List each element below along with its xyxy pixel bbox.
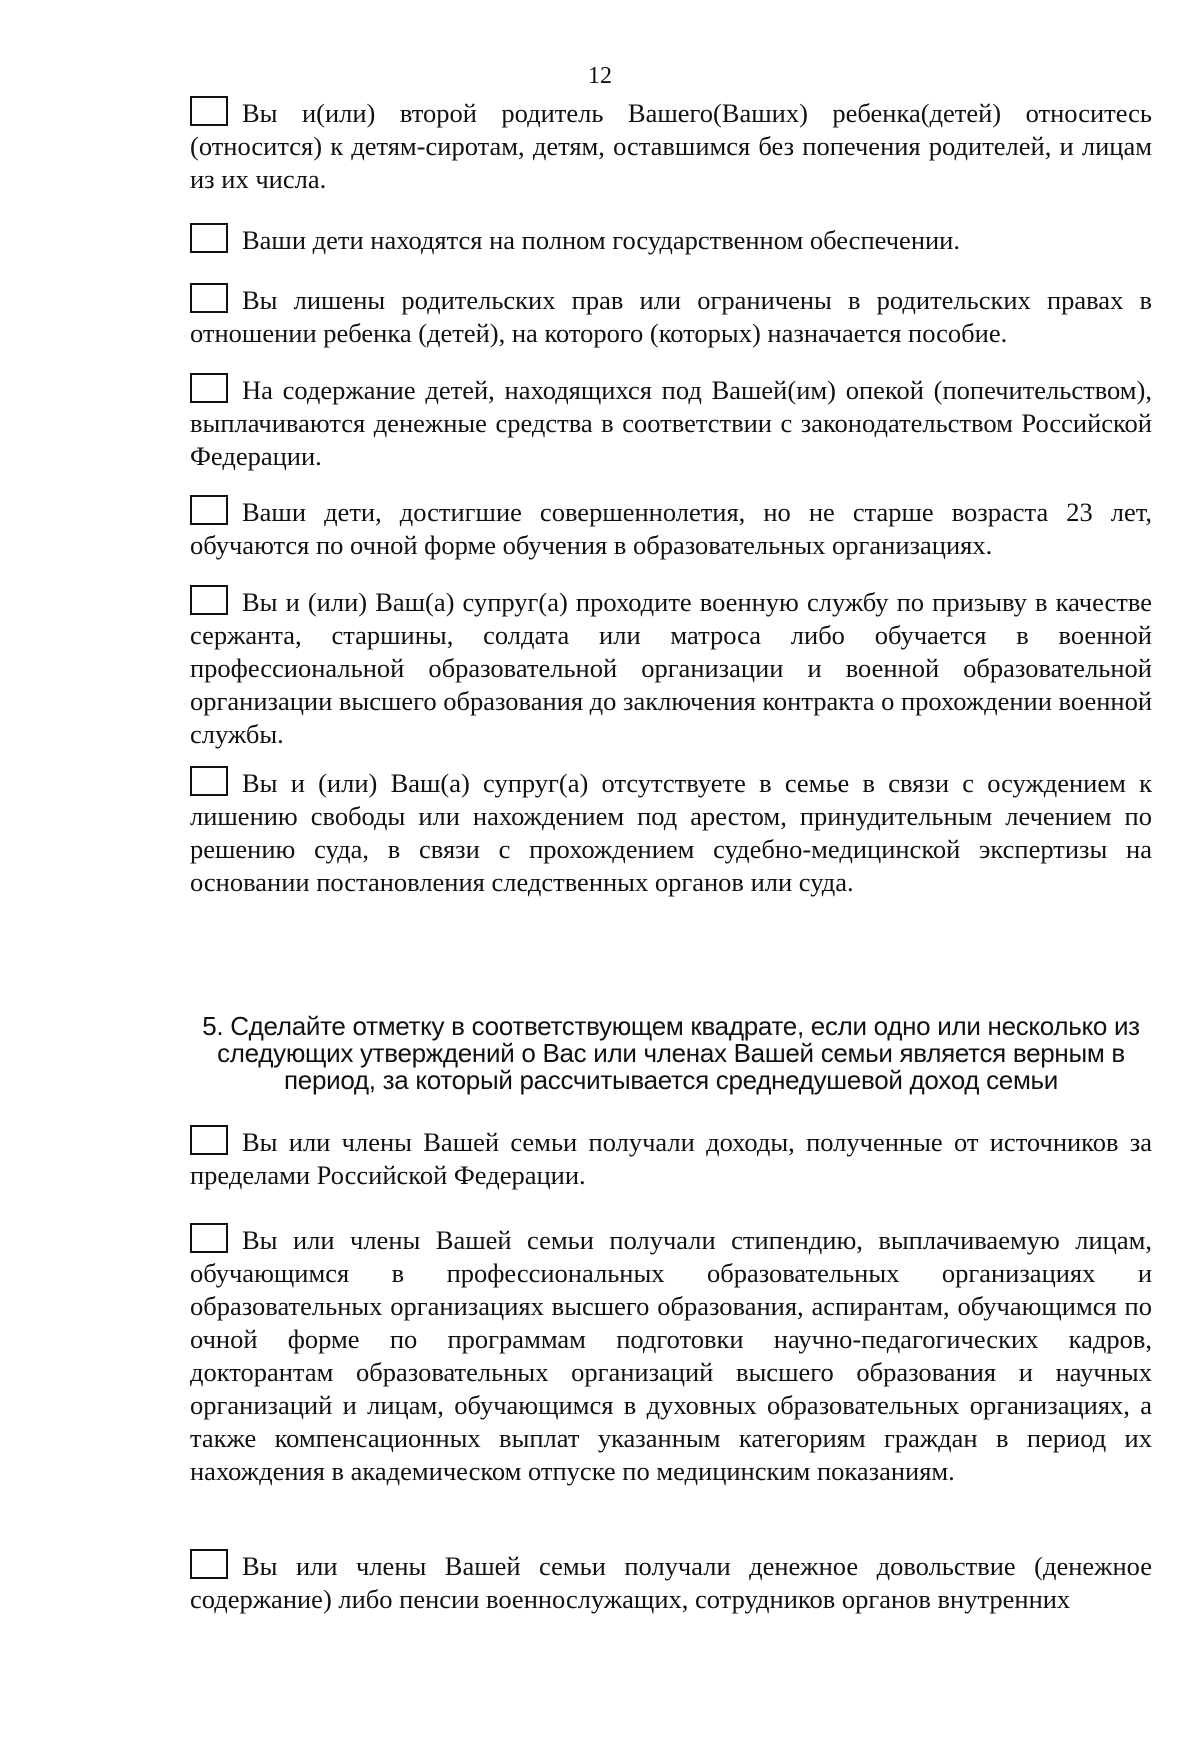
- checkbox[interactable]: [190, 223, 228, 253]
- checkbox[interactable]: [190, 373, 228, 403]
- checkbox[interactable]: [190, 1223, 228, 1253]
- checkbox-item-label: Ваши дети, достигшие совершеннолетия, но не старше возраста 23 лет, обучаются по очной форме обучения в образовательных организациях.: [190, 497, 1152, 560]
- checkbox-item-state-support: [190, 223, 1152, 257]
- checkbox[interactable]: [190, 1549, 228, 1579]
- checkbox-item-label: Вы или члены Вашей семьи получали денежное довольствие (денежное содержание) либо пенсии военнослужащих, сотрудников органов внутренних: [190, 1551, 1152, 1614]
- checkbox-item-military-service: [190, 585, 1152, 751]
- checkbox-item-guardianship: [190, 373, 1152, 473]
- checkbox-item-foreign-income: [190, 1125, 1152, 1192]
- checkbox[interactable]: [190, 495, 228, 525]
- checkbox-item-adult-children-students: [190, 495, 1152, 562]
- checkbox-item-orphan-status: [190, 96, 1152, 196]
- checkbox[interactable]: [190, 585, 228, 615]
- checkbox-item-parental-rights: [190, 283, 1152, 350]
- checkbox[interactable]: [190, 766, 228, 796]
- checkbox-item-label: Вы и(или) второй родитель Вашего(Ваших) ребенка(детей) относитесь (относится) к детям-сиротам, детям, оставшимся без попечения родителей, и лицам из их числа.: [190, 98, 1152, 194]
- checkbox-item-absence-from-family: [190, 766, 1152, 899]
- checkbox[interactable]: [190, 96, 228, 126]
- checkbox-item-label: Вы лишены родительских прав или ограничены в родительских правах в отношении ребенка (детей), на которого (которых) назначается пособие.: [190, 285, 1152, 348]
- checkbox-item-scholarship: [190, 1223, 1152, 1488]
- checkbox-item-label: Вы и (или) Ваш(а) супруг(а) проходите военную службу по призыву в качестве сержанта, старшины, солдата или матроса либо обучается в военной профессиональной образовательной организации и военной образовательной организации высшего образования до заключения контракта о прохождении военной службы.: [190, 587, 1152, 749]
- checkbox[interactable]: [190, 283, 228, 313]
- page-number: 12: [588, 63, 612, 89]
- checkbox[interactable]: [190, 1125, 228, 1155]
- checkbox-item-label: Вы или члены Вашей семьи получали стипендию, выплачиваемую лицам, обучающимся в профессиональных образовательных организациях и образовательных организациях высшего образования, аспирантам, обучающимся по очной форме по программам подготовки научно-педагогических кадров, докторантам образовательных организаций высшего образования и научных организаций и лицам, обучающимся в духовных образовательных организациях, а также компенсационных выплат указанным категориям граждан в период их нахождения в академическом отпуске по медицинским показаниям.: [190, 1225, 1152, 1486]
- checkbox-item-label: Вы и (или) Ваш(а) супруг(а) отсутствуете в семье в связи с осуждением к лишению свободы или нахождением под арестом, принудительным лечением по решению суда, в связи с прохождением судебно-медицинской экспертизы на основании постановления следственных органов или суда.: [190, 768, 1152, 897]
- checkbox-item-label: Вы или члены Вашей семьи получали доходы, полученные от источников за пределами Российской Федерации.: [190, 1127, 1152, 1190]
- checkbox-item-label: Ваши дети находятся на полном государственном обеспечении.: [242, 225, 960, 255]
- checkbox-item-label: На содержание детей, находящихся под Вашей(им) опекой (попечительством), выплачиваются денежные средства в соответствии с законодательством Российской Федерации.: [190, 375, 1152, 471]
- checkbox-item-military-allowance: [190, 1549, 1152, 1616]
- section-5-heading: 5. Сделайте отметку в соответствующем квадрате, если одно или несколько из следующих утверждений о Вас или членах Вашей семьи является верным в период, за который рассчитывается среднедушевой доход семьи: [202, 1011, 1140, 1095]
